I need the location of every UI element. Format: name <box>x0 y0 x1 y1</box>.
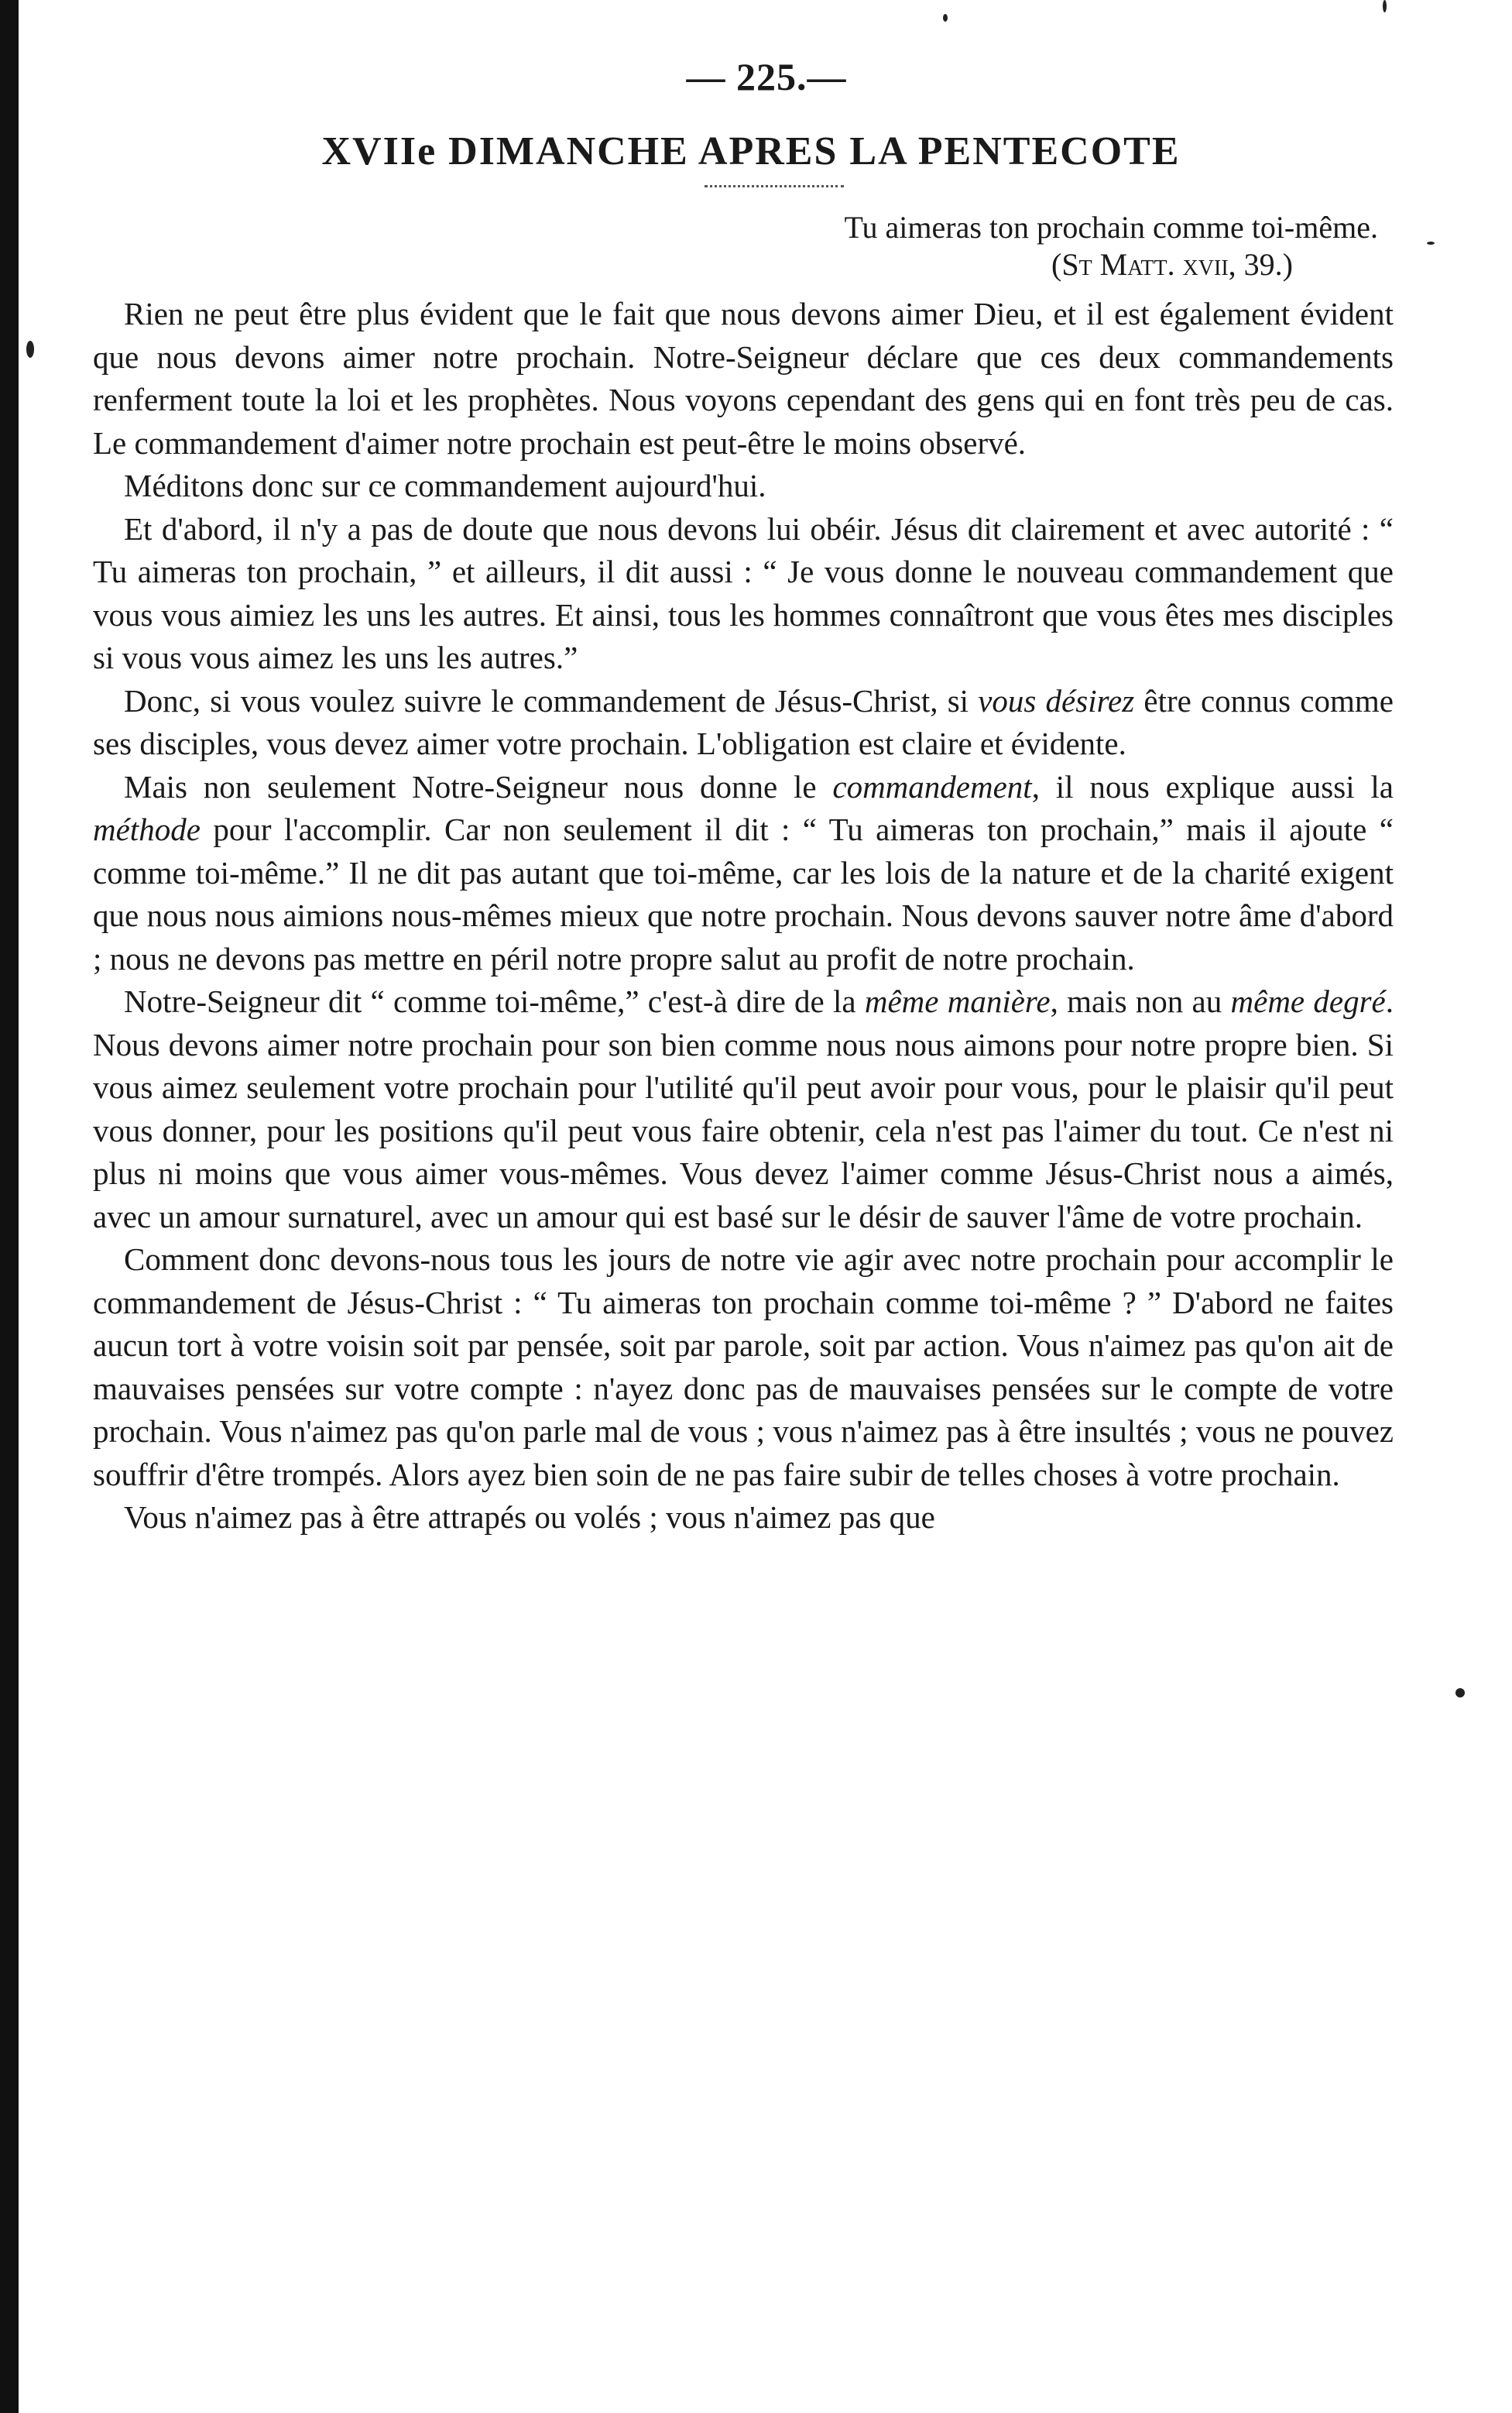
text-segment: Méditons donc sur ce commandement aujourd'hui. <box>124 468 766 503</box>
text-segment: être connus comme ses disciples, vous devez aimer votre prochain. L'obligation est claire et évidente. <box>93 682 1394 761</box>
italic-phrase: commandement <box>832 768 1032 805</box>
chapter-heading: XVIIe DIMANCHE APRES LA PENTECOTE <box>321 129 1181 173</box>
italic-phrase: méthode <box>93 812 201 847</box>
paragraph-p4 <box>93 680 1394 766</box>
paragraph-p3 <box>93 508 1394 680</box>
epigraph-quote: Tu aimeras ton prochain comme toi-même. <box>844 210 1378 245</box>
book-page <box>93 54 1394 1539</box>
text-segment: Vous n'aimez pas à être attrapés ou volés ; vous n'aimez pas que <box>124 1499 935 1535</box>
heading-rule <box>705 185 844 187</box>
paragraph-p1 <box>93 293 1394 465</box>
scan-speck <box>26 341 34 358</box>
paragraph-p7 <box>93 1238 1394 1496</box>
text-segment: Notre-Seigneur dit “ comme toi-même,” c'est-à dire de la <box>124 983 865 1019</box>
scan-speck <box>943 14 948 22</box>
paragraph-p8 <box>93 1496 1394 1539</box>
epigraph <box>93 209 1394 283</box>
text-segment: , mais non au <box>1050 983 1231 1019</box>
text-segment: pour l'accomplir. Car non seulement il dit : “ Tu aimeras ton prochain,” mais il ajoute “ comme toi-même.” Il ne dit pas autant que toi-même, car les lois de la nature et de la charité exigent que nous nous aimions nous-mêmes mieux que notre prochain. Nous devons sauver notre âme d'abord ; nous ne devons pas mettre en péril notre propre salut au profit de notre prochain. <box>93 812 1394 977</box>
epigraph-reference: (St Matt. xvii, 39.) <box>1051 247 1293 282</box>
page-number: — 225.— <box>686 55 847 98</box>
text-segment: Donc, si vous voulez suivre le commandement de Jésus-Christ, si <box>124 682 979 719</box>
text-segment: Mais non seulement Notre-Seigneur nous donne le <box>124 768 833 805</box>
scan-speck <box>1383 0 1387 12</box>
scan-speck <box>1427 242 1435 245</box>
paragraph-p5 <box>93 766 1394 981</box>
body-text <box>93 293 1394 1539</box>
text-segment: , il nous explique aussi la <box>1031 768 1394 805</box>
text-segment: Comment donc devons-nous tous les jours de notre vie agir avec notre prochain pour accomplir le commandement de Jésus-Christ : “ Tu aimeras ton prochain comme toi-même ? ” D'abord ne faites aucun tort à votre voisin soit par pensée, soit par parole, soit par action. Vous n'aimez pas qu'on ait de mauvaises pensées sur votre compte : n'ayez donc pas de mauvaises pensées sur le compte de votre prochain. Vous n'aimez pas qu'on parle mal de vous ; vous n'aimez pas à être insultés ; vous ne pouvez souffrir d'être trompés. Alors ayez bien soin de ne pas faire subir de telles choses à votre prochain. <box>93 1241 1394 1492</box>
italic-phrase: vous désirez <box>978 682 1135 719</box>
italic-phrase: même degré <box>1230 983 1386 1019</box>
scan-speck <box>1455 1688 1465 1697</box>
paragraph-p6 <box>93 980 1394 1238</box>
scan-edge-bar <box>0 0 19 2413</box>
italic-phrase: même manière <box>864 983 1051 1019</box>
text-segment: Rien ne peut être plus évident que le fait que nous devons aimer Dieu, et il est également évident que nous devons aimer notre prochain. Notre-Seigneur déclare que ces deux commandements renferment toute la loi et les prophètes. Nous voyons cependant des gens qui en font très peu de cas. Le commandement d'aimer notre prochain est peut-être le moins observé. <box>93 296 1394 461</box>
paragraph-p2 <box>93 465 1394 508</box>
text-segment: . Nous devons aimer notre prochain pour son bien comme nous nous aimons pour notre propre bien. Si vous aimez seulement votre prochain pour l'utilité qu'il peut avoir pour vous, pour le plaisir qu'il peut vous donner, pour les positions qu'il peut vous faire obtenir, cela n'est pas l'aimer du tout. Ce n'est ni plus ni moins que vous aimer vous-mêmes. Vous devez l'aimer comme Jésus-Christ nous a aimés, avec un amour surnaturel, avec un amour qui est basé sur le désir de sauver l'âme de votre prochain. <box>93 983 1394 1234</box>
text-segment: Et d'abord, il n'y a pas de doute que nous devons lui obéir. Jésus dit clairement et avec autorité : “ Tu aimeras ton prochain, ” et ailleurs, il dit aussi : “ Je vous donne le nouveau commandement que vous vous aimiez les uns les autres. Et ainsi, tous les hommes connaîtront que vous êtes mes disciples si vous vous aimez les uns les autres.” <box>93 510 1394 675</box>
